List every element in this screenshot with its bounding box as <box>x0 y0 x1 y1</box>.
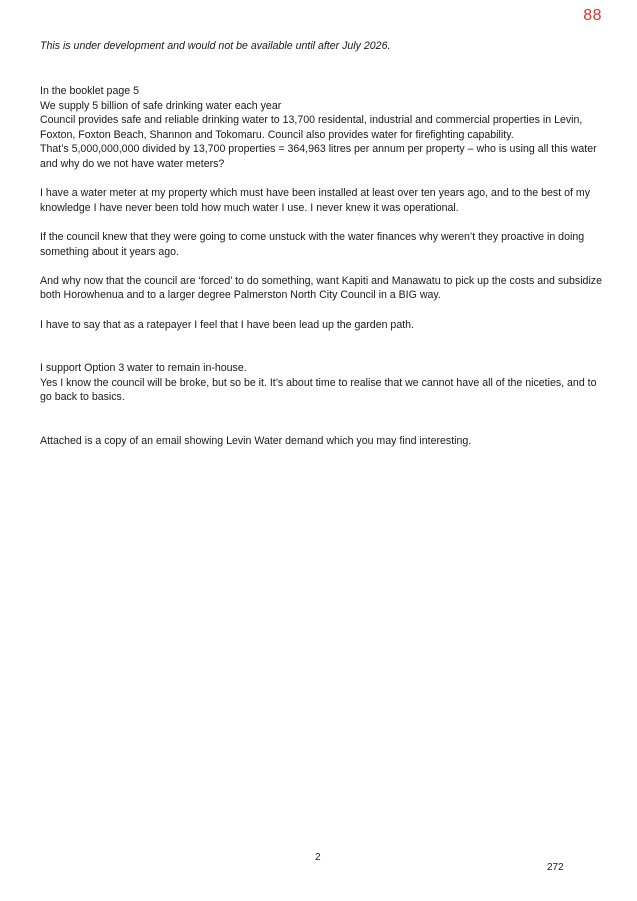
option-support: I support Option 3 water to remain in-house. <box>40 362 247 375</box>
submission-number-stamp: 88 <box>583 7 602 24</box>
booklet-reference: In the booklet page 5 <box>40 85 139 97</box>
development-note: This is under development and would not be available until after July 2026. <box>40 40 391 52</box>
water-meter-paragraph: I have a water meter at my property which must have been installed at least over ten years ago, and to the best of my knowledge I have never been told how much water I use. I never knew it was operational. <box>40 187 590 214</box>
booklet-quote-council: Council provides safe and reliable drinking water to 13,700 residental, industrial and commercial properties in Levin, Foxton, Foxton Beach, Shannon and Tokomaru. Council also provides water for firefighting capability. <box>40 114 583 141</box>
cost-subsidy-paragraph: And why now that the council are ‘forced’ to do something, want Kapiti and Manawatu to pick up the costs and subsidize both Horowhenua and to a larger degree Palmerston North City Council in a BIG way. <box>40 274 602 302</box>
page-number: 2 <box>315 852 321 863</box>
attachment-note: Attached is a copy of an email showing Levin Water demand which you may find interesting. <box>40 435 472 448</box>
ratepayer-paragraph: I have to say that as a ratepayer I feel that I have been lead up the garden path. <box>40 318 414 331</box>
council-finances-paragraph: If the council knew that they were going to come unstuck with the water finances why weren’t they proactive in doing something about it years ago. <box>40 230 585 258</box>
submission-body <box>40 84 605 449</box>
document-page-number: 272 <box>547 862 564 873</box>
back-to-basics-paragraph: Yes I know the council will be broke, but so be it. It’s about time to realise that we cannot have all of the niceties, and to go back to basics. <box>40 376 597 404</box>
booklet-quote-supply: We supply 5 billion of safe drinking water each year <box>40 99 282 112</box>
calculation-paragraph: That’s 5,000,000,000 divided by 13,700 properties = 364,963 litres per annum per property – who is using all this water and why do we not have water meters? <box>40 143 597 170</box>
